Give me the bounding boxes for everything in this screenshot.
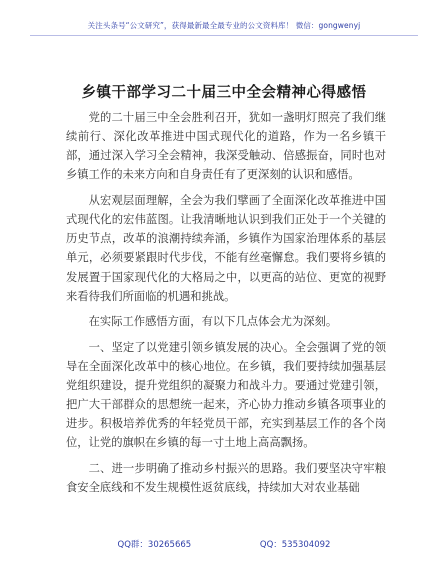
paragraph-experience: 在实际工作感悟方面，有以下几点体会尤为深刻。 <box>88 315 338 329</box>
paragraph-macro: 从宏观层面理解，全会为我们擘画了全面深化改革推进中国式现代化的宏伟蓝图。让我清晰地认识到我们正处于一个关键的历史节点，改革的浪潮持续奔涌，乡镇作为国家治理体系的基层单元，必须要紧跟时代步伐，不能有丝毫懈怠。我们要将乡镇的发展置于国家现代化的大格局之中，以更高的站位、更宽的视野来看待我们所面临的机遇和挑战。 <box>66 193 386 303</box>
header-divider <box>30 35 418 36</box>
paragraph-point-one: 一、坚定了以党建引领乡镇发展的决心。全会强调了党的领导在全面深化改革中的核心地位。在乡镇，我们要持续加强基层党组织建设，提升党组织的凝聚力和战斗力。要通过党建引领，把广大干部群众的思想统一起来，齐心协力推动乡镇各项事业的进步。积极培养优秀的年轻党员干部，充实到基层工作的各个岗位，让党的旗帜在乡镇的每一寸土地上高高飘扬。 <box>66 340 386 450</box>
paragraph-intro: 党的二十届三中全会胜利召开，犹如一盏明灯照亮了我们继续前行、深化改革推进中国式现代化的道路，作为一名乡镇干部，通过深入学习全会精神，我深受触动、倍感振奋，同时也对乡镇工作的未来方向和自身责任有了更深刻的认识和感悟。 <box>66 111 386 182</box>
header-banner: 关注头条号“公文研究”，获得最新最全最专业的公文资料库！ 微信：gongwenyj <box>87 21 361 30</box>
document-body <box>66 108 386 503</box>
footer-contact <box>0 538 448 550</box>
footer-qq: QQ：535304092 <box>259 540 331 550</box>
document-title: 乡镇干部学习二十届三中全会精神心得感悟 <box>81 85 367 101</box>
paragraph-point-two: 二、进一步明确了推动乡村振兴的思路。我们要坚决守牢粮食安全底线和不发生规模性返贫底线，持续加大对农业基础 <box>66 461 386 494</box>
footer-qq-group: QQ群：30265665 <box>117 540 192 550</box>
